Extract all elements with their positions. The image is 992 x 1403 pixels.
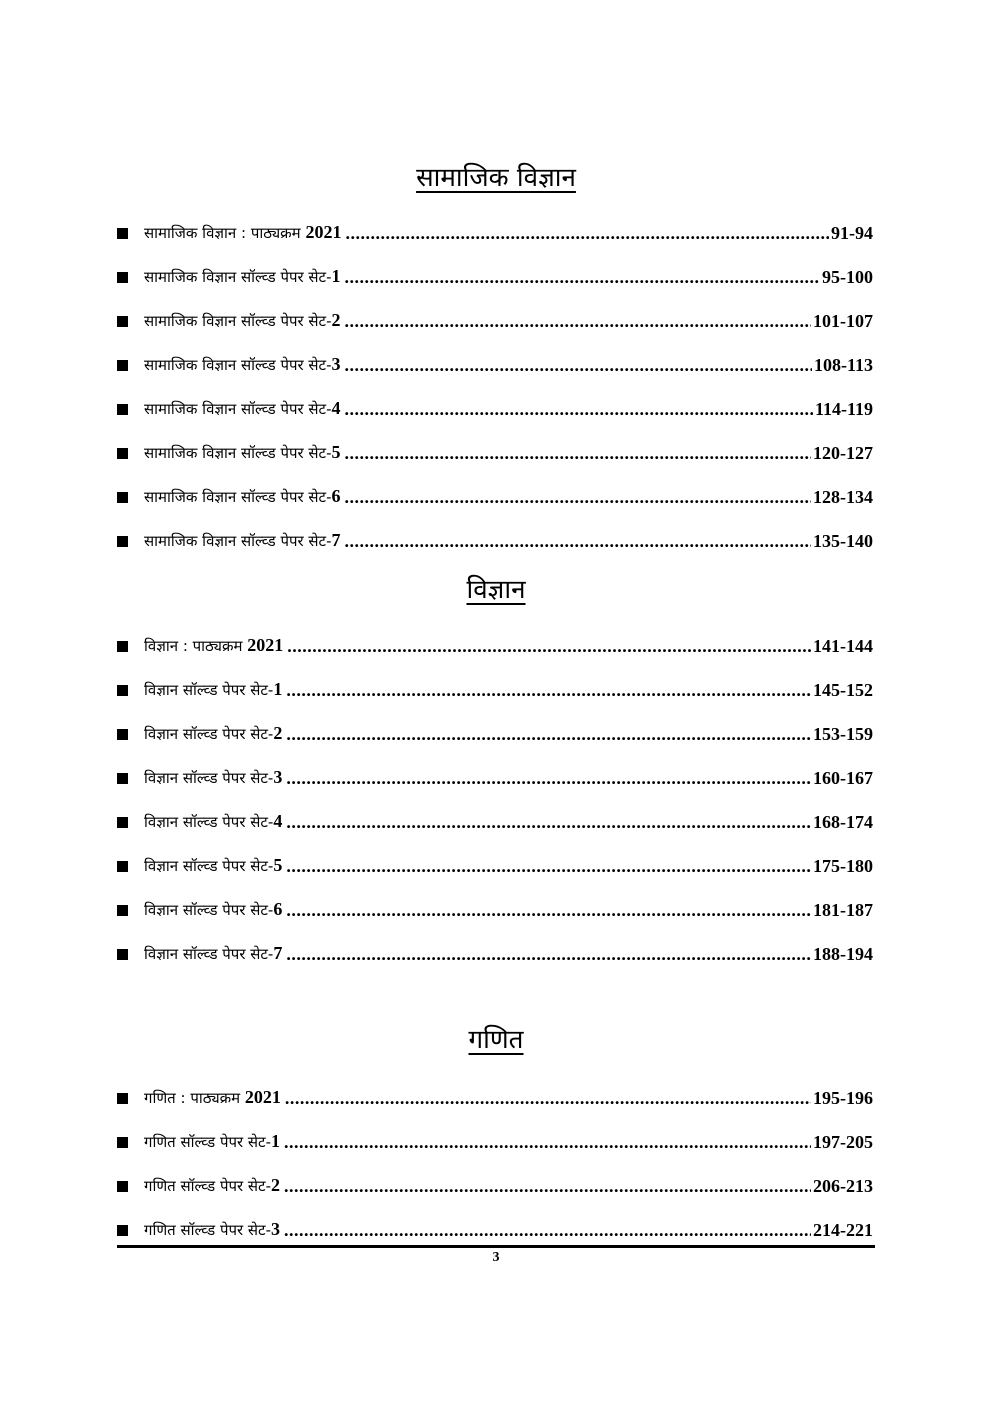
toc-item[interactable]: विज्ञान सॉल्व्ड पेपर सेट-2 ..... 153-159 bbox=[117, 721, 873, 747]
toc-item[interactable]: गणित सॉल्व्ड पेपर सेट-2 ..... 206-213 bbox=[117, 1173, 873, 1199]
square-bullet-icon bbox=[117, 448, 128, 459]
toc-item[interactable]: विज्ञान सॉल्व्ड पेपर सेट-5 ..... 175-180 bbox=[117, 853, 873, 879]
toc-item[interactable]: सामाजिक विज्ञान सॉल्व्ड पेपर सेट-2 ..... 101-107 bbox=[117, 308, 873, 334]
toc-page-range: 175-180 bbox=[813, 856, 873, 876]
toc-item[interactable]: सामाजिक विज्ञान सॉल्व्ड पेपर सेट-1 ..... 95-100 bbox=[117, 264, 873, 290]
toc-page-range: 91-94 bbox=[831, 223, 873, 243]
toc-page-range: 120-127 bbox=[813, 443, 873, 463]
square-bullet-icon bbox=[117, 492, 128, 503]
toc-page-range: 101-107 bbox=[813, 311, 873, 331]
toc-page-range: 114-119 bbox=[814, 399, 873, 419]
square-bullet-icon bbox=[117, 685, 128, 696]
square-bullet-icon bbox=[117, 316, 128, 327]
toc-page-range: 108-113 bbox=[813, 355, 873, 375]
toc-page-range: 197-205 bbox=[813, 1132, 873, 1152]
square-bullet-icon bbox=[117, 773, 128, 784]
section-heading-social-science: सामाजिक विज्ञान bbox=[416, 163, 576, 193]
toc-page-range: 195-196 bbox=[813, 1088, 873, 1108]
section-heading-mathematics: गणित bbox=[468, 1025, 524, 1055]
toc-page-range: 206-213 bbox=[813, 1176, 873, 1196]
toc-item[interactable]: विज्ञान सॉल्व्ड पेपर सेट-6 ..... 181-187 bbox=[117, 897, 873, 923]
square-bullet-icon bbox=[117, 861, 128, 872]
toc-page-range: 188-194 bbox=[813, 944, 873, 964]
toc-page-range: 95-100 bbox=[822, 267, 873, 287]
toc-item[interactable]: गणित सॉल्व्ड पेपर सेट-3 ..... 214-221 bbox=[117, 1217, 873, 1243]
square-bullet-icon bbox=[117, 1137, 128, 1148]
toc-page-range: 160-167 bbox=[813, 768, 873, 788]
toc-item[interactable]: विज्ञान सॉल्व्ड पेपर सेट-1 ..... 145-152 bbox=[117, 677, 873, 703]
square-bullet-icon bbox=[117, 404, 128, 415]
square-bullet-icon bbox=[117, 905, 128, 916]
toc-item[interactable]: गणित : पाठ्यक्रम 2021 ..... 195-196 bbox=[117, 1085, 873, 1111]
toc-item[interactable]: विज्ञान : पाठ्यक्रम 2021 ..... 141-144 bbox=[117, 633, 873, 659]
toc-item[interactable]: विज्ञान सॉल्व्ड पेपर सेट-4 ..... 168-174 bbox=[117, 809, 873, 835]
square-bullet-icon bbox=[117, 272, 128, 283]
toc-page-range: 181-187 bbox=[813, 900, 873, 920]
toc-item[interactable]: सामाजिक विज्ञान सॉल्व्ड पेपर सेट-7 ..... 135-140 bbox=[117, 528, 873, 554]
square-bullet-icon bbox=[117, 729, 128, 740]
toc-item[interactable]: सामाजिक विज्ञान सॉल्व्ड पेपर सेट-4 ..... 114-119 bbox=[117, 396, 873, 422]
square-bullet-icon bbox=[117, 536, 128, 547]
square-bullet-icon bbox=[117, 1181, 128, 1192]
toc-item[interactable]: गणित सॉल्व्ड पेपर सेट-1 ..... 197-205 bbox=[117, 1129, 873, 1155]
square-bullet-icon bbox=[117, 641, 128, 652]
toc-item[interactable]: सामाजिक विज्ञान सॉल्व्ड पेपर सेट-5 ..... 120-127 bbox=[117, 440, 873, 466]
toc-item[interactable]: सामाजिक विज्ञान सॉल्व्ड पेपर सेट-6 ..... 128-134 bbox=[117, 484, 873, 510]
square-bullet-icon bbox=[117, 228, 128, 239]
square-bullet-icon bbox=[117, 949, 128, 960]
toc-page-range: 153-159 bbox=[813, 724, 873, 744]
page-number: 3 bbox=[492, 1250, 500, 1265]
square-bullet-icon bbox=[117, 1093, 128, 1104]
square-bullet-icon bbox=[117, 360, 128, 371]
toc-page-range: 141-144 bbox=[813, 636, 873, 656]
section-heading-science: विज्ञान bbox=[466, 575, 526, 605]
toc-item[interactable]: सामाजिक विज्ञान : पाठ्यक्रम 2021 ..... 91-94 bbox=[117, 220, 873, 246]
footer-rule bbox=[117, 1245, 875, 1248]
toc-item[interactable]: सामाजिक विज्ञान सॉल्व्ड पेपर सेट-3 ..... 108-113 bbox=[117, 352, 873, 378]
toc-page-range: 128-134 bbox=[813, 487, 873, 507]
square-bullet-icon bbox=[117, 1225, 128, 1236]
square-bullet-icon bbox=[117, 817, 128, 828]
toc-item[interactable]: विज्ञान सॉल्व्ड पेपर सेट-7 ..... 188-194 bbox=[117, 941, 873, 967]
toc-page-range: 135-140 bbox=[813, 531, 873, 551]
toc-item[interactable]: विज्ञान सॉल्व्ड पेपर सेट-3 ..... 160-167 bbox=[117, 765, 873, 791]
toc-page-range: 214-221 bbox=[813, 1220, 873, 1240]
toc-page-range: 145-152 bbox=[813, 680, 873, 700]
toc-page-range: 168-174 bbox=[813, 812, 873, 832]
